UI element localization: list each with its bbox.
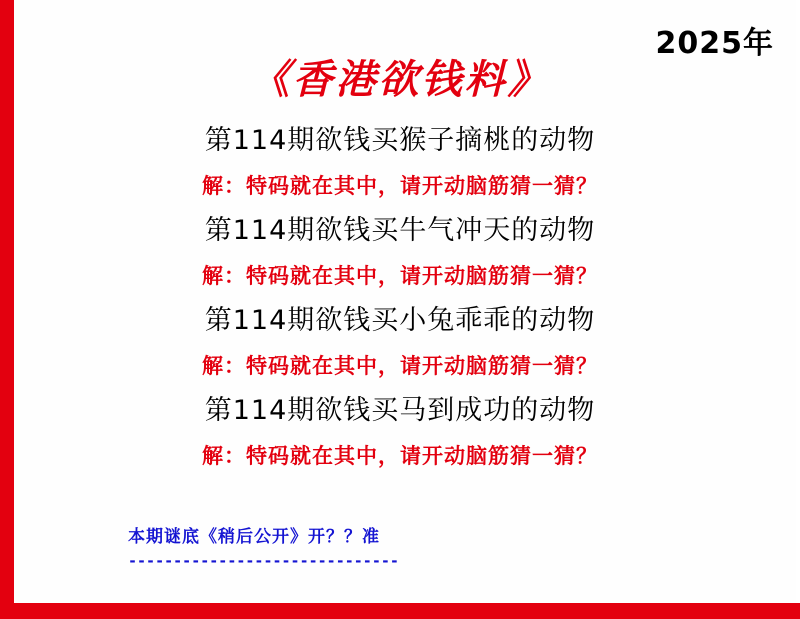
riddle-answer: 解：特码就在其中，请开动脑筋猜一猜？ [202, 354, 598, 378]
bottom-red-bar [0, 603, 800, 619]
riddle-block [0, 118, 800, 208]
year-label: 2025年 [655, 26, 774, 61]
riddle-answer: 解：特码就在其中，请开动脑筋猜一猜？ [202, 174, 598, 198]
riddle-answer: 解：特码就在其中，请开动脑筋猜一猜？ [202, 264, 598, 288]
riddle-block [0, 388, 800, 478]
riddle-question: 第114期欲钱买小兔乖乖的动物 [204, 305, 596, 336]
footer-note: 本期谜底《稍后公开》开？？准 [128, 527, 380, 547]
riddle-question: 第114期欲钱买猴子摘桃的动物 [204, 125, 596, 156]
footer-divider: ------------------------------ [128, 552, 399, 570]
riddle-question: 第114期欲钱买牛气冲天的动物 [204, 215, 596, 246]
riddle-list [0, 118, 800, 478]
riddle-block [0, 298, 800, 388]
riddle-question: 第114期欲钱买马到成功的动物 [204, 395, 596, 426]
riddle-block [0, 208, 800, 298]
page-title: 《香港欲钱料》 [249, 57, 551, 103]
riddle-answer: 解：特码就在其中，请开动脑筋猜一猜？ [202, 444, 598, 468]
